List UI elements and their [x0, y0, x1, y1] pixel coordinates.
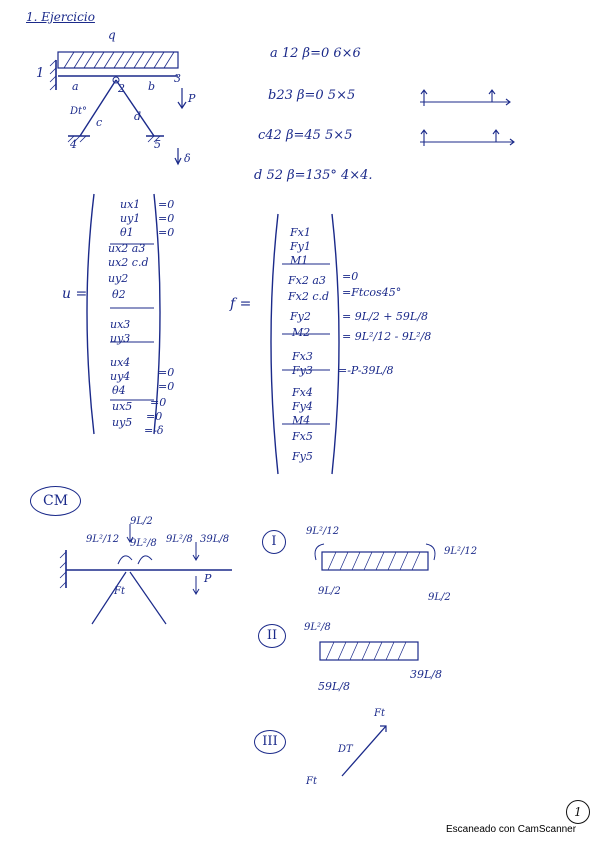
page-title: 1. Ejercicio	[26, 10, 95, 24]
cm-ft-label: Ft	[114, 586, 125, 597]
u-row-label: ux2 a3	[108, 242, 146, 255]
case-ii-r-left: 59L/8	[318, 680, 351, 693]
f-vector-brackets	[262, 210, 372, 480]
f-row-label: Fx3	[292, 350, 313, 363]
f-row-value: =0	[342, 270, 359, 283]
f-row-label: Fx2 a3	[288, 274, 326, 287]
u-row-label: ux5	[112, 400, 133, 413]
f-row-value: = 9L²/12 - 9L²/8	[342, 330, 432, 343]
u-row-value: =0	[158, 212, 175, 225]
temp-label: Dt°	[70, 106, 88, 117]
u-row-value: =0	[150, 396, 167, 409]
case-ii-roman: II	[258, 624, 286, 648]
force-p-label: P	[188, 92, 196, 105]
u-row-label: θ2	[112, 288, 126, 301]
u-row-value: =0	[158, 380, 175, 393]
bar-b-label: b	[148, 80, 156, 93]
u-row-label: ux1	[120, 198, 141, 211]
u-row-label: uy5	[112, 416, 133, 429]
f-row-label: Fx5	[292, 430, 313, 443]
page-number: 1	[566, 800, 590, 824]
cm-force-right: 39L/8	[200, 534, 230, 545]
f-row-label: M2	[292, 326, 311, 339]
cm-label: CM	[30, 486, 81, 516]
bar-c-label: c	[96, 116, 103, 129]
u-row-label: ux3	[110, 318, 131, 331]
case-i-m-right: 9L²/12	[444, 546, 478, 557]
f-row-value: =-P-39L/8	[338, 364, 394, 377]
u-vector-brackets	[76, 190, 196, 440]
f-row-label: Fy2	[290, 310, 311, 323]
cm-force-left: 9L/2	[130, 516, 153, 527]
bar-d-label: d	[134, 110, 142, 123]
u-row-label: uy1	[120, 212, 141, 225]
case-i-m-left: 9L²/12	[306, 526, 340, 537]
f-row-label: Fy4	[292, 400, 313, 413]
bar-prop-b: b23 β=0 5×5	[268, 88, 356, 103]
f-row-value: = 9L/2 + 59L/8	[342, 310, 428, 323]
f-row-label: M4	[292, 414, 311, 427]
settlement-label: δ	[184, 152, 191, 165]
cm-moment-left: 9L²/12	[86, 534, 120, 545]
bar-prop-c: c42 β=45 5×5	[258, 128, 353, 143]
case-iii-ft-top: Ft	[374, 708, 385, 719]
u-row-label: ux4	[110, 356, 131, 369]
case-i-r-left: 9L/2	[318, 586, 341, 597]
bar-prop-a: a 12 β=0 6×6	[270, 46, 361, 61]
u-row-value: =0	[158, 226, 175, 239]
u-row-label: θ4	[112, 384, 126, 397]
case-i-roman: I	[262, 530, 286, 554]
u-row-label: uy3	[110, 332, 131, 345]
f-row-label: Fy1	[290, 240, 311, 253]
axes-sketch	[410, 84, 530, 154]
scanner-footer: Escaneado con CamScanner	[446, 824, 577, 835]
f-row-label: Fx1	[290, 226, 311, 239]
case-iii-dt: DT	[338, 744, 353, 755]
f-row-label: Fy5	[292, 450, 313, 463]
case-i-r-right: 9L/2	[428, 592, 451, 603]
case-i-beam	[310, 540, 440, 590]
case-ii-beam	[314, 636, 424, 676]
bar-a-label: a	[72, 80, 79, 93]
case-iii-roman: III	[254, 730, 286, 754]
u-vector-name: u =	[62, 286, 88, 302]
u-row-value: =0	[158, 366, 175, 379]
node-2-label: 2	[118, 82, 125, 95]
f-row-label: M1	[290, 254, 309, 267]
case-iii-ft-bottom: Ft	[306, 776, 317, 787]
f-vector-name: f =	[230, 296, 252, 312]
node-3-label: 3	[174, 72, 181, 85]
load-q-label: q	[108, 28, 116, 42]
u-row-value: =-δ	[144, 424, 164, 437]
node-1-label: 1	[36, 66, 45, 81]
f-row-label: Fy3	[292, 364, 313, 377]
cm-p-label: P	[204, 572, 212, 585]
u-row-label: uy4	[110, 370, 131, 383]
u-row-label: ux2 c.d	[108, 256, 149, 269]
u-row-label: uy2	[108, 272, 129, 285]
structure-diagram	[30, 40, 230, 200]
u-row-value: =0	[158, 198, 175, 211]
node-4-label: 4	[70, 138, 77, 151]
case-ii-m-left: 9L²/8	[304, 622, 331, 633]
node-5-label: 5	[154, 138, 161, 151]
bar-prop-d: d 52 β=135° 4×4.	[254, 168, 373, 183]
cm-moment-mid: 9L²/8	[130, 538, 157, 549]
u-row-label: θ1	[120, 226, 134, 239]
f-row-label: Fx2 c.d	[288, 290, 330, 303]
cm-right-moment: 9L²/8	[166, 534, 193, 545]
f-row-label: Fx4	[292, 386, 313, 399]
case-ii-r-right: 39L/8	[410, 668, 443, 681]
f-row-value: =Ftcos45°	[342, 286, 402, 299]
u-row-value: =0	[146, 410, 163, 423]
